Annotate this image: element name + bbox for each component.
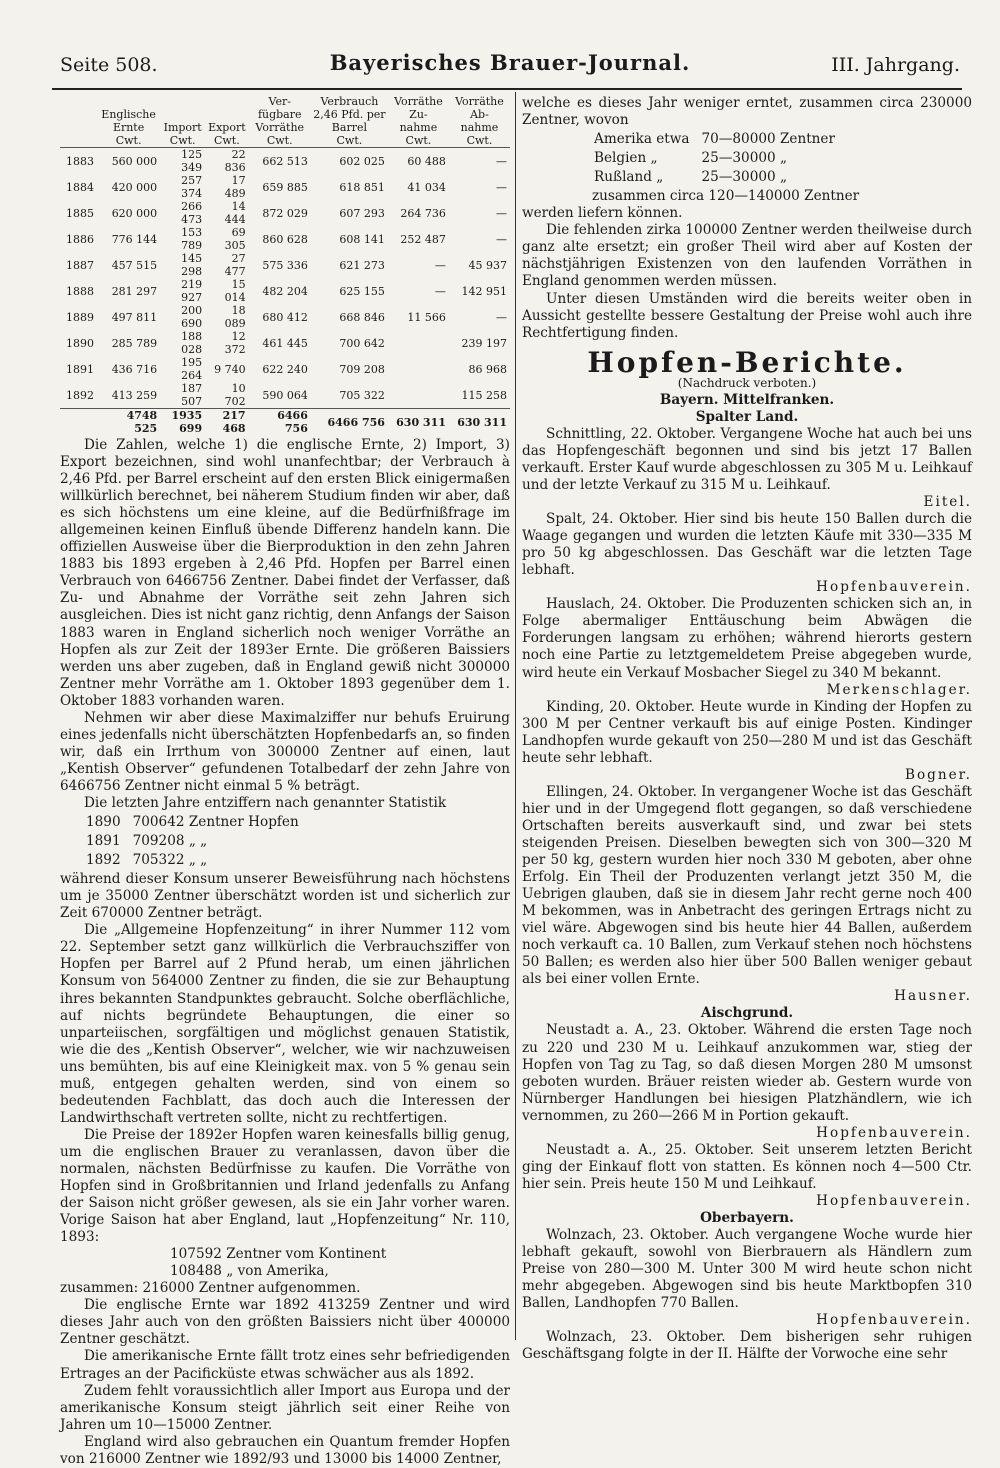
paragraph: werden liefern können. (522, 205, 683, 222)
subregion-heading: Aischgrund. (700, 1005, 794, 1022)
unit-label: Cwt. (160, 134, 205, 148)
import-total: zusammen: 216000 Zentner aufgenommen. (60, 1280, 361, 1297)
paragraph: Nehmen wir aber diese Maximalziffer nur behufs Eruirung eines jedenfalls nicht überschätzten Hopfenbedarfs an, so finden wir, daß ein Irrthum von 300000 Zentner auf einen, laut „Kentish Observer“ gefundenen Totalbedarf der zehn Jahre von 6466756 Zentner nicht einmal 5 % beträgt. (60, 709, 510, 794)
report-entry: Kinding, 20. Oktober. Heute wurde in Kinding der Hopfen zu 300 M per Centner verkauft bis auf einige Posten. Kindinger Landhopfen wurde gekauft von 250—280 M und ist das Geschäft heute sehr lebhaft. (522, 698, 972, 766)
table-cell: 1887 (66, 258, 94, 272)
list-item: Amerika etwa 70—80000 Zentner (594, 131, 835, 148)
table-cell: 145 298 (181, 252, 203, 278)
paragraph: Die Preise der 1892er Hopfen waren keinesfalls billig genug, um die englischen Brauer zu veranlassen, davon über die normalen, nächsten Bedürfnisse zu kaufen. Die Vorräthe von Hopfen sind in Großbritannien und Irland jedenfalls zu Anfang der Saison nicht größer gewesen, als sie ein Jahr vorher waren. Vorige Saison hat aber England, laut „Hopfenzeitung“ Nr. 110, 1893: (60, 1126, 510, 1246)
table-row (60, 252, 510, 278)
unit-label: Cwt. (449, 134, 510, 148)
table-cell: 187 507 (181, 382, 203, 408)
page-header (60, 50, 960, 84)
report-entry: Ellingen, 24. Oktober. In vergangener Woche ist das Geschäft hier und in der Umgegend flott gegangen, so daß verschiedene Ortschaften bereits ausverkauft sind, und zwar bei stets steigenden Preisen. Dieselben bewegten sich von 300—320 M per 50 kg, gestern wurden hier noch 330 M geboten, aber ohne Erfolg. Ein Theil der Produzenten verlangt jetzt 350 M, die Uebrigen glauben, daß sie in diesem Jahr recht gerne noch 400 M bekommen, was in Anbetracht des geringen Ertrags nicht zu viel wäre. Abgewogen sind bis heute hier 44 Ballen, außerdem noch verkauft ca. 10 Ballen, zum Verkauf stehen noch höchstens 50 Ballen; es werden also hier über 500 Ballen weniger gebaut als bei einer vollen Ernte. (522, 783, 972, 988)
table-cell: 22 836 (224, 148, 246, 174)
table-cell: 590 064 (262, 388, 308, 402)
table-cell: 266 473 (181, 200, 203, 226)
paragraph: Die Zahlen, welche 1) die englische Ernte, 2) Import, 3) Export bezeichnen, sind wohl unanfechtbar; der Verbrauch à 2,46 Pfd. per Barrel erscheint auf den ersten Blick einigermaßen willkürlich berechnet, bei näherem Studium finden wir aber, daß es sich höchstens um eine kleine, auf die Bedürfnißfrage im allgemeinen keinen Einfluß übende Differenz handeln kann. Die offiziellen Ausweise über die Bierproduktion in den zehn Jahren 1883 bis 1893 ergeben à 2,46 Pfd. Hopfen per Barrel einen Verbrauch von 6466756 Zentner. Dabei findet der Verfasser, daß Zu- und Abnahme der Vorräthe seit zehn Jahren sich ausgleichen. Dies ist nicht ganz richtig, denn Anfangs der Saison 1883 waren in England sicherlich noch weniger Vorräthe an Hopfen als zur Zeit der 1893er Ernte. Die größeren Baissiers werden uns aber zugeben, daß in England gewiß nicht 300000 Zentner mehr Vorräthe am 1. Oktober 1893 gegenüber dem 1. Oktober 1883 vorhanden waren. (60, 437, 510, 709)
table-row (60, 174, 510, 200)
table-cell: 497 811 (111, 310, 158, 324)
table-cell: 1884 (66, 180, 94, 194)
import-line: 107592 Zentner vom Kontinent (170, 1246, 387, 1263)
report-signature: Hopfenbauverein. (816, 1124, 972, 1141)
total-cell: 217 468 (205, 409, 248, 436)
table-cell: 860 628 (262, 232, 308, 246)
table-cell (388, 382, 449, 409)
report-signature: Bogner. (904, 766, 972, 783)
table-cell: 668 846 (339, 310, 385, 324)
table-cell: — (496, 310, 507, 324)
table-row (60, 200, 510, 226)
col-header-available: Ver- fügbare Vorräthe (255, 95, 305, 134)
report-signature: Hopfenbauverein. (816, 1192, 972, 1209)
list-item: Rußland „ 25—30000 „ (594, 169, 788, 186)
column-divider (515, 92, 516, 1340)
table-cell: 200 690 (181, 304, 203, 330)
table-cell: 142 951 (461, 284, 507, 298)
table-cell: 14 444 (224, 200, 246, 226)
table-cell: 659 885 (262, 180, 308, 194)
table-cell: — (496, 206, 507, 220)
total-cell: 630 311 (388, 409, 449, 436)
table-cell: 17 489 (224, 174, 246, 200)
total-cell: 1935 699 (160, 409, 205, 436)
col-header-import: Import (163, 121, 202, 134)
report-entry: Spalt, 24. Oktober. Hier sind bis heute 150 Ballen durch die Waage gegangen und wurden die letzten Käufe mit 330—335 M pro 50 kg abgeschlossen. Das Geschäft war die letzten Tage lebhaft. (522, 511, 972, 579)
table-cell: 872 029 (262, 206, 308, 220)
region-heading: Bayern. Mittelfranken. (659, 391, 835, 408)
table-cell: 41 034 (407, 180, 446, 194)
unit-label: Cwt. (97, 134, 160, 148)
list-item: 1890 700642 Zentner Hopfen (86, 814, 299, 831)
table-cell: 413 259 (111, 388, 158, 402)
table-cell: 700 642 (339, 336, 385, 350)
table-row (60, 356, 510, 382)
table-row (60, 330, 510, 356)
reprint-notice: (Nachdruck verboten.) (677, 375, 817, 390)
total-cell: 630 311 (449, 409, 510, 436)
unit-label: Cwt. (205, 134, 248, 148)
table-cell: 560 000 (111, 154, 158, 168)
table-cell: 239 197 (461, 336, 507, 350)
paragraph: Die letzten Jahre entziffern nach genannter Statistik (84, 794, 447, 811)
subregion-heading: Spalter Land. (695, 408, 799, 425)
table-cell: 125 349 (181, 148, 203, 174)
table-cell: 264 736 (400, 206, 446, 220)
left-column (60, 95, 510, 1468)
table-cell: 1888 (66, 284, 94, 298)
table-cell: 1892 (66, 388, 94, 402)
table-cell: 9 740 (214, 362, 246, 376)
table-cell: 482 204 (262, 284, 308, 298)
table-cell: 188 028 (181, 330, 203, 356)
table-cell: 11 566 (407, 310, 446, 324)
table-cell: 1889 (66, 310, 94, 324)
list-item: 1892 705322 „ „ (86, 852, 208, 869)
report-entry: Wolnzach, 23. Oktober. Dem bisherigen sehr ruhigen Geschäftsgang folgte in der II. Hälfte der Vorwoche eine sehr (522, 1329, 972, 1363)
report-signature: Eitel. (923, 494, 972, 511)
table-cell: 776 144 (111, 232, 158, 246)
table-cell (388, 330, 449, 356)
report-entry: Neustadt a. A., 25. Oktober. Seit unserem letzten Bericht ging der Einkauf flott von statten. Es können noch 4—500 Ctr. hier sein. Preis heute 150 M und Leihkauf. (522, 1141, 972, 1192)
table-row (60, 148, 510, 175)
total-cell (60, 409, 97, 436)
table-cell: — (434, 258, 446, 272)
table-cell: 622 240 (262, 362, 308, 376)
col-header-export: Export (208, 121, 246, 134)
header-rule (52, 88, 962, 90)
total-cell: 6466 756 (249, 409, 311, 436)
table-cell: 625 155 (339, 284, 385, 298)
table-cell: 195 264 (181, 356, 203, 382)
table-cell: 420 000 (111, 180, 158, 194)
table-cell: 153 789 (181, 226, 203, 252)
table-cell: 281 297 (111, 284, 158, 298)
table-cell: 15 014 (224, 278, 246, 304)
table-cell: 18 089 (224, 304, 246, 330)
table-cell: — (496, 232, 507, 246)
table-cell: 285 789 (111, 336, 158, 350)
table-cell: — (496, 154, 507, 168)
report-signature: Hopfenbauverein. (816, 579, 972, 596)
unit-label: Cwt. (249, 134, 311, 148)
hop-statistics-table (60, 95, 510, 435)
supply-total: zusammen circa 120—140000 Zentner (592, 188, 860, 205)
total-cell: 4748 525 (97, 409, 160, 436)
col-header-harvest: Englische Ernte (101, 108, 156, 134)
subregion-heading: Oberbayern. (700, 1210, 794, 1226)
table-cell: 436 716 (111, 362, 158, 376)
right-column (522, 95, 972, 1363)
report-entry: Hauslach, 24. Oktober. Die Produzenten schicken sich an, in Folge abermaliger Enttäuschung beim Abwägen die Forderungen langsam zu erhöhen; während hierorts gestern noch eine Partie zu letztgemeldetem Preise abgegeben wurde, wird heute ein Verkauf Mosbacher Siegel zu 340 M bekannt. (522, 596, 972, 681)
unit-label: Cwt. (388, 134, 449, 148)
total-cell: 6466 756 (311, 409, 388, 436)
table-cell: 1883 (66, 154, 94, 168)
table-cell: 709 208 (339, 362, 385, 376)
table-cell: 461 445 (262, 336, 308, 350)
table-cell: 575 336 (262, 258, 308, 272)
list-item: Belgien „ 25—30000 „ (594, 150, 788, 167)
table-cell: 27 477 (224, 252, 246, 278)
table-cell: 86 968 (468, 362, 507, 376)
paragraph: Die amerikanische Ernte fällt trotz eines sehr befriedigenden Ertrages an der Pacificküste etwas schwächer aus als 1892. (60, 1348, 510, 1382)
col-header-year (60, 95, 97, 134)
table-cell: 10 702 (224, 382, 246, 408)
table-cell: 608 141 (339, 232, 385, 246)
table-cell: 219 927 (181, 278, 203, 304)
table-row (60, 304, 510, 330)
paragraph: Zudem fehlt voraussichtlich aller Import aus Europa und der amerikanische Konsum steigt jährlich seit einer Reihe von Jahren um 10—15000 Zentner. (60, 1382, 510, 1433)
table-cell: 45 937 (468, 258, 507, 272)
paragraph: welche es dieses Jahr weniger erntet, zusammen circa 230000 Zentner, wovon (522, 95, 972, 129)
table-body (60, 148, 510, 409)
volume-year: III. Jahrgang. (831, 54, 960, 76)
table-cell: 1890 (66, 336, 94, 350)
table-cell: 257 374 (181, 174, 203, 200)
report-entry: Neustadt a. A., 23. Oktober. Während die ersten Tage noch zu 220 und 230 M u. Leihkauf anzukommen war, stieg der Hopfen von Tag zu Tag, so daß diesen Morgen 280 M umsonst geboten wurden. Bräuer reisten wieder ab. Gestern wurde von Nürnberger Handlungen bei hiesigen Platzhändlern, wie ich vernommen, zu 260—266 M in Portion gekauft. (522, 1022, 972, 1124)
list-item: 1891 709208 „ „ (86, 833, 208, 850)
page-number: Seite 508. (60, 54, 158, 76)
journal-title: Bayerisches Brauer-Journal. (329, 50, 691, 75)
paragraph: Die englische Ernte war 1892 413259 Zentner und wird dieses Jahr auch von den größten Baissiers nicht über 400000 Zentner geschätzt. (60, 1297, 510, 1348)
table-cell: 620 000 (111, 206, 158, 220)
paragraph: Die fehlenden zirka 100000 Zentner werden theilweise durch ganz alte ersetzt; ein großer Theil wird aber auf Kosten der nächstjährigen Existenzen von den laufenden Vorräthen in England genommen werden müssen. (522, 222, 972, 290)
supply-table (592, 129, 847, 188)
section-title: Hopfen-Berichte. (587, 345, 907, 379)
table-cell: 680 412 (262, 310, 308, 324)
report-entry: Wolnzach, 23. Oktober. Auch vergangene Woche wurde hier lebhaft gekauft, sowohl von Bierbrauern als Händlern zum Preise von 280—300 M. Unter 300 M wird heute schon nicht mehr abgegeben. Abgewogen sind bis heute Marktbopfen 310 Ballen, Landhopfen 770 Ballen. (522, 1227, 972, 1312)
table-cell: 1886 (66, 232, 94, 246)
report-signature: Hopfenbauverein. (816, 1312, 972, 1329)
report-entry: Schnittling, 22. Oktober. Vergangene Woche hat auch bei uns das Hopfengeschäft begonnen und sind bis jetzt 17 Ballen verkauft. Erster Kauf wurde abgeschlossen zu 305 M u. Leihkauf und der letzte Verkauf zu 315 M u. Leihkauf. (522, 425, 972, 493)
report-signature: Merkenschlager. (826, 681, 972, 698)
table-cell: — (434, 284, 446, 298)
paragraph: Die „Allgemeine Hopfenzeitung“ in ihrer Nummer 112 vom 22. September setzt ganz willkürlich die Verbrauchsziffer von Hopfen per Barrel auf 2 Pfund herab, um einen jährlichen Konsum von 564000 Zentner zu finden, die sie zur Behauptung ihres bekannten Standpunktes gebraucht. Solche oberflächliche, auf nichts begründete Behauptungen, die einer so unparteiischen, sorgfältigen und möglichst genauen Statistik, wie die des „Kentish Observer“, welcher, wie wir nachzuweisen uns bemühten, bis auf eine Kleinigkeit max. von 5 % genau sein muß, entgegen gehalten werden, sind von einem so bedeutenden Fachblatt, das doch auch die Interessen der Landwirthschaft vertreten sollte, nicht zu rechtfertigen. (60, 922, 510, 1126)
col-header-increase: Vorräthe Zu- nahme (394, 95, 443, 134)
table-cell: — (496, 180, 507, 194)
report-signature: Hausner. (894, 988, 972, 1005)
paragraph: Unter diesen Umständen wird die bereits weiter oben in Aussicht gestellte bessere Gestaltung der Preise wohl auch ihre Rechtfertigung finden. (522, 290, 972, 341)
import-line: 108488 „ von Amerika, (170, 1263, 329, 1280)
table-row (60, 226, 510, 252)
consumption-list (84, 812, 311, 871)
col-header-decrease: Vorräthe Ab- nahme (455, 95, 504, 134)
table-cell: 1891 (66, 362, 94, 376)
table-total-row (60, 409, 510, 436)
table-cell: 252 487 (400, 232, 446, 246)
table-cell: 115 258 (461, 388, 507, 402)
table-cell: 602 025 (339, 154, 385, 168)
table-cell: 705 322 (339, 388, 385, 402)
unit-label: Cwt. (311, 134, 388, 148)
table-cell: 69 305 (224, 226, 246, 252)
table-row (60, 278, 510, 304)
table-cell: 1885 (66, 206, 94, 220)
table-cell: 12 372 (224, 330, 246, 356)
table-cell: 662 513 (262, 154, 308, 168)
table-cell: 618 851 (339, 180, 385, 194)
paragraph: England wird also gebrauchen ein Quantum fremder Hopfen von 216000 Zentner wie 1892/93 und 13000 bis 14000 Zentner, (60, 1433, 510, 1467)
table-cell: 457 515 (111, 258, 158, 272)
table-cell: 60 488 (407, 154, 446, 168)
units-row (60, 134, 510, 148)
table-cell: 607 293 (339, 206, 385, 220)
paragraph: während dieser Konsum unserer Beweisführung nach höchstens um je 35000 Zentner überschätzt worden ist und sicherlich zur Zeit 670000 Zentner beträgt. (60, 871, 510, 922)
table-cell (388, 356, 449, 382)
table-cell: 621 273 (339, 258, 385, 272)
table-row (60, 382, 510, 409)
col-header-consumption: Verbrauch 2,46 Pfd. per Barrel (313, 95, 386, 134)
